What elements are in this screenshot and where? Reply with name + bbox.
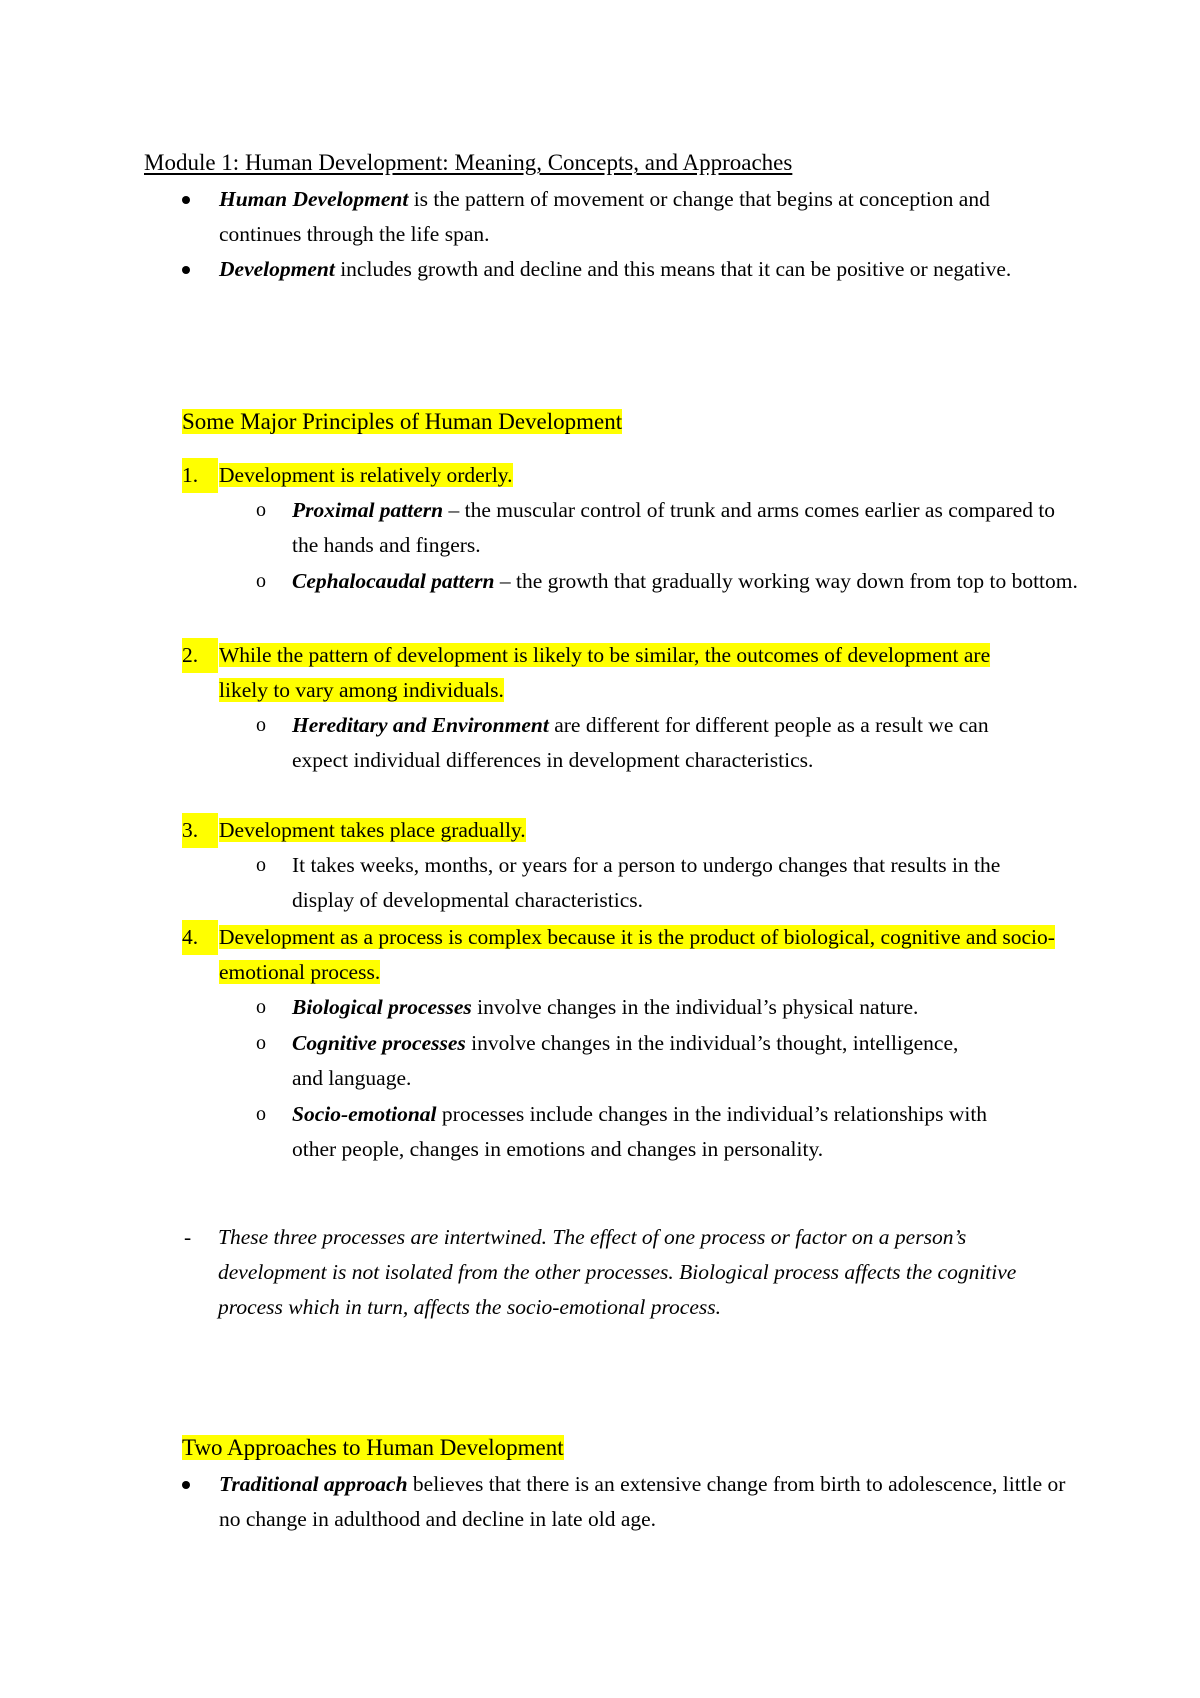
term: Hereditary and Environment (292, 713, 549, 737)
principle-text: Development is relatively orderly. (219, 463, 513, 487)
sub-item (0, 493, 1200, 565)
note-text: These three processes are intertwined. The effect of one process or factor on a person’s development is not isolated from the other processes. Biological process affects the cognitive process which in turn, affects the socio-emotional process. (218, 1225, 1017, 1319)
section-heading-principles: Some Major Principles of Human Development (182, 409, 623, 434)
definition: processes include changes in the individual’s relationships with other people, changes in emotions and changes in personality. (292, 1102, 988, 1161)
definition: is the pattern of movement or change that begins at conception and continues through the life span. (219, 187, 990, 246)
sub-item (0, 848, 1200, 920)
term: Cognitive processes (292, 1031, 466, 1055)
sub-bullet-icon: o (256, 499, 266, 521)
principle-item (0, 638, 1200, 710)
bullet-icon (182, 252, 200, 287)
term: Cephalocaudal pattern (292, 569, 495, 593)
intro-item (0, 252, 1200, 324)
definition: It takes weeks, months, or years for a person to undergo changes that results in the display of developmental characteristics. (292, 853, 1001, 912)
term: Development (219, 257, 335, 281)
term: Socio-emotional (292, 1102, 437, 1126)
list-number: 3. (182, 813, 218, 848)
principle-item (0, 458, 1200, 494)
principle-text: Development takes place gradually. (219, 818, 526, 842)
principle-item (0, 813, 1200, 849)
list-number: 2. (182, 638, 218, 673)
approach-item (0, 1467, 1200, 1539)
sub-item (0, 564, 1200, 636)
sub-item (0, 990, 1200, 1026)
definition: believes that there is an extensive change from birth to adolescence, little or no change in adulthood and decline in late old age. (219, 1472, 1066, 1531)
term: Traditional approach (219, 1472, 408, 1496)
term: Biological processes (292, 995, 472, 1019)
section-heading-approaches: Two Approaches to Human Development (182, 1435, 564, 1460)
sub-bullet-icon: o (256, 714, 266, 736)
definition: involve changes in the individual’s physical nature. (471, 995, 919, 1019)
list-number: 4. (182, 920, 218, 955)
note-item (0, 1220, 1200, 1360)
dash-marker: - (184, 1225, 192, 1249)
principle-item (0, 920, 1200, 992)
sub-bullet-icon: o (256, 570, 266, 592)
intro-item (0, 182, 1200, 254)
principle-text: While the pattern of development is likely to be similar, the outcomes of development are likely to vary among individuals. (219, 643, 991, 702)
term: Proximal pattern (292, 498, 444, 522)
sub-item (0, 1097, 1200, 1202)
term: Human Development (219, 187, 409, 211)
sub-item (0, 1026, 1200, 1098)
principle-text: Development as a process is complex because it is the product of biological, cognitive and socio-emotional process. (219, 925, 1055, 984)
bullet-icon (182, 1467, 200, 1502)
sub-bullet-icon: o (256, 854, 266, 876)
definition: involve changes in the individual’s thought, intelligence, and language. (292, 1031, 959, 1090)
list-number: 1. (182, 458, 218, 493)
page-title: Module 1: Human Development: Meaning, Concepts, and Approaches (144, 150, 793, 175)
definition: are different for different people as a result we can expect individual differences in development characteristics. (292, 713, 989, 772)
sub-bullet-icon: o (256, 1032, 266, 1054)
definition: – the growth that gradually working way down from top to bottom. (494, 569, 1078, 593)
definition: – the muscular control of trunk and arms comes earlier as compared to the hands and fingers. (292, 498, 1056, 557)
definition: includes growth and decline and this means that it can be positive or negative. (334, 257, 1012, 281)
sub-item (0, 708, 1200, 813)
bullet-icon (182, 182, 200, 217)
sub-bullet-icon: o (256, 1103, 266, 1125)
sub-bullet-icon: o (256, 996, 266, 1018)
